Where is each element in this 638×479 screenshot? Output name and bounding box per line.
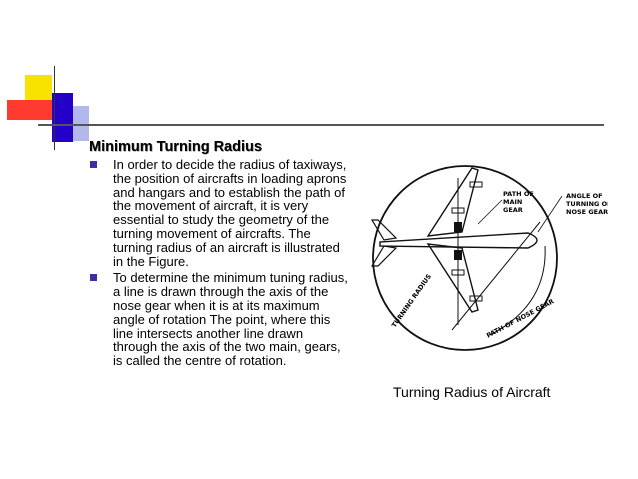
label-path-nose-gear: PATH OF NOSE GEAR <box>485 297 556 340</box>
label-path-main-gear-line: MAIN <box>503 198 523 206</box>
label-angle-nose-gear-line: TURNING OF <box>566 200 608 208</box>
bullet-item <box>88 158 350 268</box>
label-angle-nose-gear <box>566 192 608 216</box>
label-angle-nose-gear-line: ANGLE OF <box>566 192 603 200</box>
deco-vertical-line <box>54 66 55 150</box>
label-path-main-gear-line: PATH OF <box>503 190 534 198</box>
engine-icon <box>470 182 482 187</box>
label-angle-nose-gear-line: NOSE GEAR <box>566 208 608 216</box>
label-path-main-gear <box>503 190 536 214</box>
aircraft-wing-lower <box>428 244 478 312</box>
aircraft-wing-upper <box>428 168 478 236</box>
deco-horizontal-rule <box>38 124 604 126</box>
bullet-text: In order to decide the radius of taxiways, the position of aircrafts in loading aprons and hangars and to establish the path of the movement of aircraft, it is very essential to study the geometry of the turning movement of aircrafts. The turning radius of an aircraft is illustrated in the Figure. <box>113 157 347 269</box>
turning-radius-figure <box>370 160 608 375</box>
label-path-main-gear-line: GEAR <box>503 206 523 214</box>
leader-line <box>538 196 562 232</box>
label-turning-radius: TURNING RADIUS <box>390 272 434 330</box>
bullet-item <box>88 271 350 368</box>
figure-caption: Turning Radius of Aircraft <box>393 384 551 400</box>
aircraft-tail-lower <box>372 246 396 266</box>
aircraft-diagram-svg <box>370 160 608 370</box>
leader-line <box>478 200 502 224</box>
slide-title: Minimum Turning Radius <box>89 139 262 155</box>
deco-red-block <box>7 100 53 120</box>
deco-blue-block <box>52 93 73 142</box>
square-bullet-icon <box>90 274 97 281</box>
square-bullet-icon <box>90 161 97 168</box>
bullet-list <box>88 158 350 371</box>
bullet-text: To determine the minimum tuning radius, a line is drawn through the axis of the nose gear when it is at its maximum angle of rotation The point, where this line intersects another line drawn through the axis of the two main, gears, is called the centre of rotation. <box>113 270 348 369</box>
